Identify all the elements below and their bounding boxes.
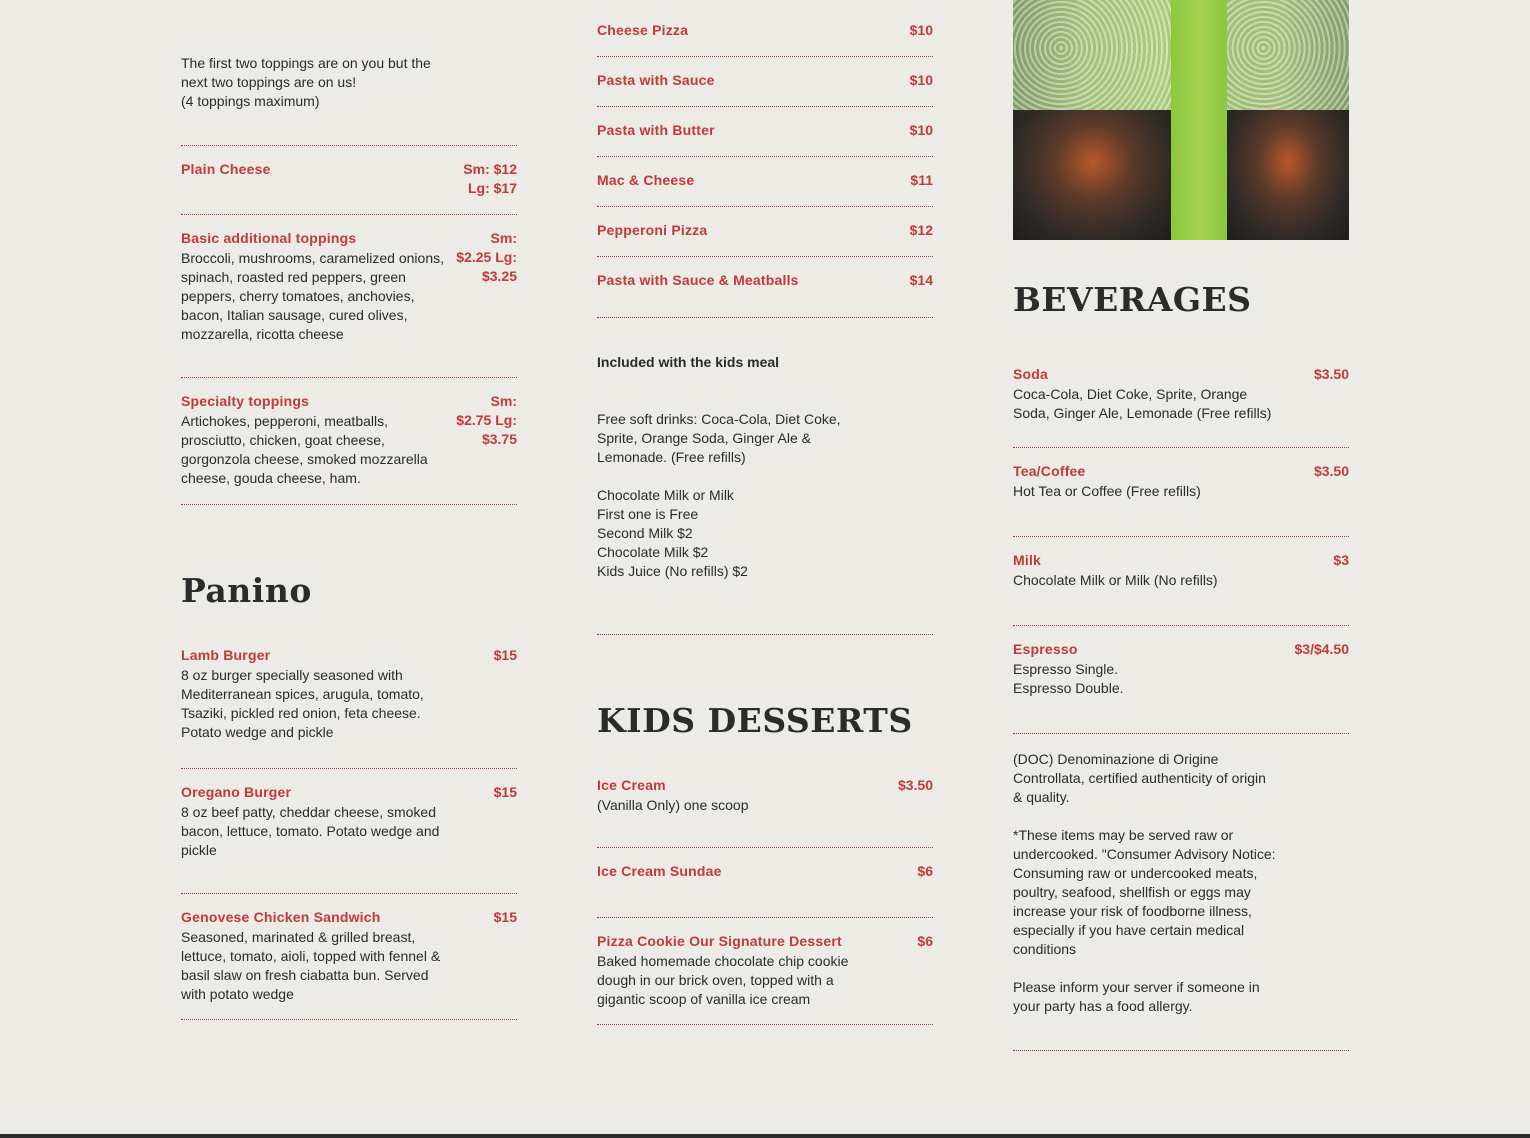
item-price: $14 [909, 272, 933, 288]
menu-item [1013, 551, 1349, 625]
item-price: Sm: $2.25 Lg: $3.25 [456, 230, 517, 284]
panino-title: Panino [181, 571, 312, 610]
drinks-photo [1013, 0, 1349, 240]
divider [597, 634, 933, 635]
item-price: $3/$4.50 [1294, 641, 1349, 657]
item-price: $10 [909, 22, 933, 38]
item-price: $3 [1333, 552, 1349, 568]
divider [597, 317, 933, 318]
menu-item [597, 932, 933, 1024]
divider [181, 377, 517, 378]
menu-item [597, 776, 933, 847]
divider [181, 214, 517, 215]
item-name: Pasta with Sauce [597, 72, 715, 88]
menu-item [1013, 640, 1349, 733]
glass-left [1013, 0, 1173, 240]
menu-item [597, 862, 933, 917]
item-description: Artichokes, pepperoni, meatballs, prosciutto, chicken, goat cheese, gorgonzola cheese, smoked mozzarella cheese, gouda cheese, ham. [181, 413, 428, 486]
divider [597, 106, 933, 107]
included-note [597, 334, 867, 600]
item-price: $12 [909, 222, 933, 238]
divider [597, 917, 933, 918]
item-name: Soda [1013, 366, 1049, 382]
item-name: Cheese Pizza [597, 22, 689, 38]
item-price: Sm: $2.75 Lg: $3.75 [456, 393, 517, 447]
item-description: 8 oz burger specially seasoned with Mediterranean spices, arugula, tomato, Tsaziki, pickled red onion, feta cheese. Potato wedge and pickle [181, 667, 424, 740]
menu-item [1013, 462, 1349, 536]
item-price: $3.50 [1313, 366, 1349, 382]
item-price: $11 [910, 172, 933, 188]
item-name: Basic additional toppings [181, 230, 357, 246]
item-name: Espresso [1013, 641, 1078, 657]
item-price: $3.50 [897, 777, 933, 793]
item-price: $6 [917, 933, 933, 949]
item-name: Specialty toppings [181, 393, 310, 409]
menu-item [597, 21, 933, 56]
item-price: Sm: $12 Lg: $17 [463, 161, 517, 196]
divider [181, 768, 517, 769]
item-description: Coca-Cola, Diet Coke, Sprite, Orange Soda, Ginger Ale, Lemonade (Free refills) [1013, 386, 1272, 421]
item-name: Lamb Burger [181, 647, 271, 663]
item-name: Plain Cheese [181, 161, 271, 177]
item-price: $15 [493, 647, 517, 663]
item-price: $10 [909, 122, 933, 138]
item-price: $15 [493, 784, 517, 800]
item-price: $3.50 [1313, 463, 1349, 479]
divider [597, 206, 933, 207]
divider [1013, 1050, 1349, 1051]
menu-item [181, 392, 517, 504]
glass-right [1227, 0, 1349, 240]
item-price: $6 [917, 863, 933, 879]
item-name: Milk [1013, 552, 1042, 568]
item-name: Pasta with Sauce & Meatballs [597, 272, 799, 288]
footnote: (DOC) Denominazione di Origine Controllata, certified authenticity of origin & quality. *These items may be served raw or undercooked. "Consumer Advisory Notice: Consuming raw or undercooked meats, poultry, seafood, shellfish or eggs may increase your risk of foodborne illness, especially if you have certain medical conditions Please inform your server if someone in your party has a food allergy. [1013, 751, 1276, 1014]
pizza-intro-text: The first two toppings are on you but the next two toppings are on us! (4 toppings maximum) [181, 55, 431, 109]
beverages-column [1013, 0, 1349, 1051]
item-name: Pizza Cookie Our Signature Dessert [597, 933, 842, 949]
menu-item [597, 271, 933, 306]
kids-pizza-column [181, 0, 517, 1020]
item-description: Baked homemade chocolate chip cookie dough in our brick oven, topped with a gigantic scoop of vanilla ice cream [597, 953, 849, 1007]
divider [181, 504, 517, 505]
pizza-intro [181, 54, 451, 111]
item-name: Pepperoni Pizza [597, 222, 708, 238]
divider [181, 1019, 517, 1020]
footer-border [0, 1134, 1530, 1138]
kids-desserts-title: KIDS DESSERTS [597, 701, 913, 740]
divider [181, 893, 517, 894]
divider [181, 145, 517, 146]
item-name: Oregano Burger [181, 784, 292, 800]
divider [597, 847, 933, 848]
divider [597, 156, 933, 157]
menu-item [597, 171, 933, 206]
menu-item [597, 221, 933, 256]
item-description: 8 oz beef patty, cheddar cheese, smoked bacon, lettuce, tomato. Potato wedge and pickle [181, 804, 440, 858]
item-name: Mac & Cheese [597, 172, 695, 188]
menu-item [181, 908, 517, 1019]
menu-item [181, 783, 517, 893]
straw-stripe [1171, 0, 1227, 240]
included-body: Free soft drinks: Coca-Cola, Diet Coke, Sprite, Orange Soda, Ginger Ale & Lemonade. (Free refills) Chocolate Milk or Milk First one is Free Second Milk $2 Chocolate Milk $2 Kids Juice (No refills) $2 [597, 411, 841, 579]
item-name: Pasta with Butter [597, 122, 715, 138]
item-description: Espresso Single. Espresso Double. [1013, 661, 1124, 696]
menu-item [181, 646, 517, 768]
item-price: $15 [493, 909, 517, 925]
item-description: (Vanilla Only) one scoop [597, 797, 749, 813]
menu-item [181, 160, 517, 214]
menu-item [1013, 365, 1349, 447]
menu-item [597, 71, 933, 106]
item-name: Ice Cream [597, 777, 666, 793]
menu-item [597, 121, 933, 156]
beverages-title: BEVERAGES [1013, 280, 1252, 319]
item-name: Tea/Coffee [1013, 463, 1086, 479]
item-description: Broccoli, mushrooms, caramelized onions, spinach, roasted red peppers, green peppers, cherry tomatoes, anchovies, bacon, Italian sausage, cured olives, mozzarella, ricotta cheese [181, 250, 444, 342]
divider [1013, 733, 1349, 734]
item-description: Seasoned, marinated & grilled breast, lettuce, tomato, aioli, topped with fennel & basil slaw on fresh ciabatta bun. Served with potato wedge [181, 929, 441, 1002]
item-name: Genovese Chicken Sandwich [181, 909, 381, 925]
divider [597, 256, 933, 257]
item-price: $10 [909, 72, 933, 88]
divider [597, 1024, 933, 1025]
divider [1013, 625, 1349, 626]
item-description: Chocolate Milk or Milk (No refills) [1013, 572, 1218, 588]
menu-item [181, 229, 517, 377]
item-name: Ice Cream Sundae [597, 863, 722, 879]
kids-meals-column [597, 0, 933, 1025]
item-description: Hot Tea or Coffee (Free refills) [1013, 483, 1201, 499]
divider [1013, 447, 1349, 448]
included-heading: Included with the kids meal [597, 354, 780, 370]
divider [1013, 536, 1349, 537]
divider [597, 56, 933, 57]
